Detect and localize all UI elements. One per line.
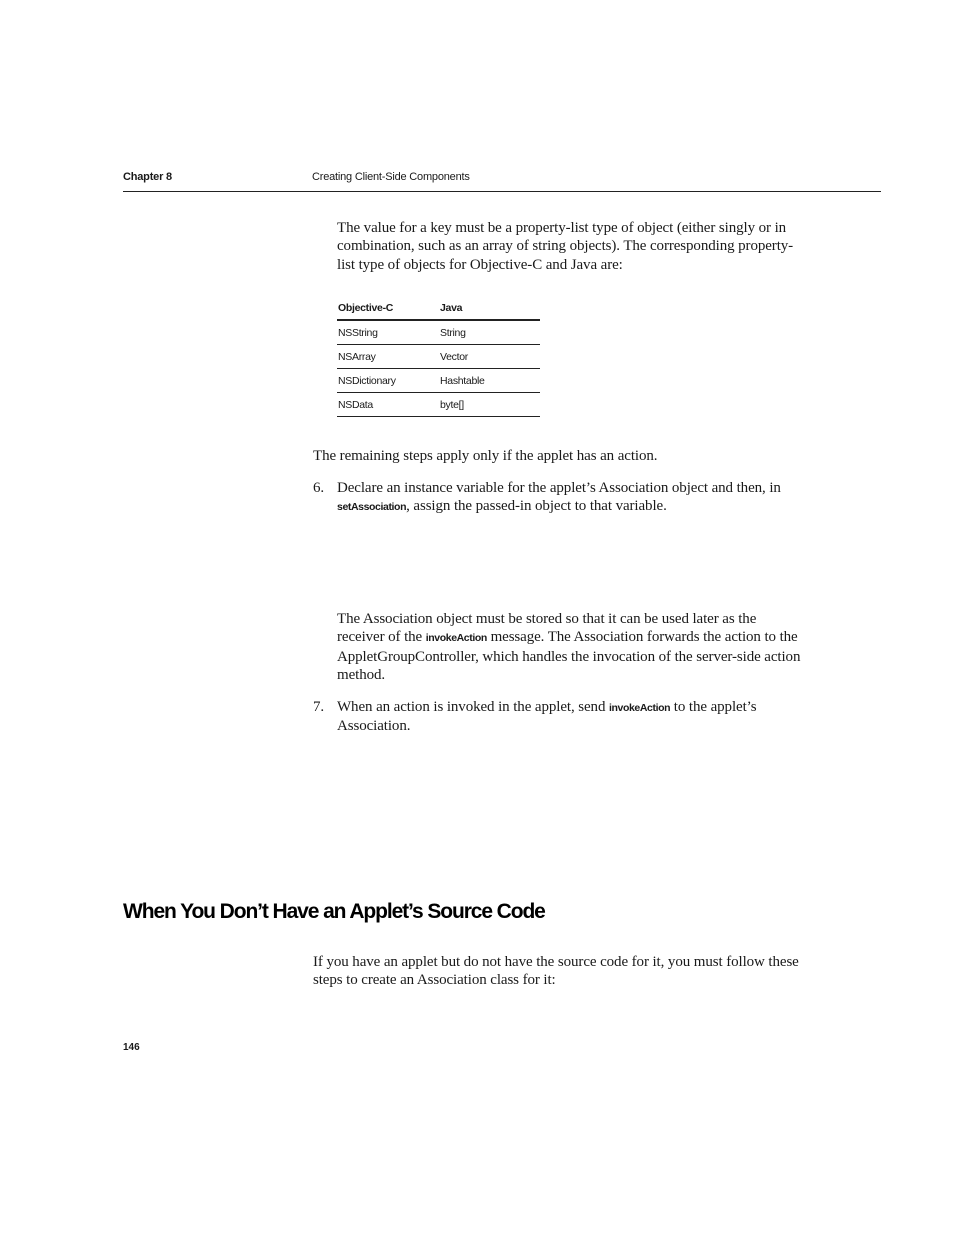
table-cell: Vector xyxy=(439,345,540,369)
chapter-title: Creating Client-Side Components xyxy=(312,171,470,183)
step-number: 7. xyxy=(313,699,325,715)
running-header xyxy=(123,171,881,192)
table-row xyxy=(337,320,540,345)
column-header-java: Java xyxy=(439,296,540,320)
property-list-types-table xyxy=(337,296,540,417)
list-item-step-7 xyxy=(313,698,803,736)
table-cell: String xyxy=(439,320,540,345)
chapter-label: Chapter 8 xyxy=(123,171,172,183)
table-cell: byte[] xyxy=(439,393,540,417)
page-number: 146 xyxy=(123,1042,140,1053)
table-row xyxy=(337,345,540,369)
paragraph-remaining-steps: The remaining steps apply only if the applet has an action. xyxy=(313,448,658,464)
code-invokeaction: invokeAction xyxy=(609,702,671,714)
table-header-row xyxy=(337,296,540,320)
table-cell: Hashtable xyxy=(439,369,540,393)
paragraph-text-before: The Association object must be stored so that it can be used later as the receiver of the xyxy=(337,611,757,646)
paragraph-text-after: message. The Association forwards the action to the AppletGroupController, which handles the invocation of the server-side action method. xyxy=(337,629,801,683)
table-row xyxy=(337,393,540,417)
step-text-after: to the applet’s Association. xyxy=(337,699,757,735)
table-cell: NSArray xyxy=(337,345,439,369)
step-text-before: When an action is invoked in the applet, send xyxy=(337,699,606,715)
paragraph-property-list: The value for a key must be a property-list type of object (either singly or in combination, such as an array of string objects). The corresponding property-list type of objects for Objective-C and Java are: xyxy=(337,220,794,273)
step-text-before: Declare an instance variable for the applet’s Association object and then, in xyxy=(337,480,781,496)
step-text xyxy=(337,698,803,736)
section-heading: When You Don’t Have an Applet’s Source Code xyxy=(123,900,545,923)
paragraph-no-source-code: If you have an applet but do not have the source code for it, you must follow these steps to create an Association class for it: xyxy=(313,954,799,989)
code-setassociation: setAssociation xyxy=(337,501,407,514)
code-invokeaction: invokeAction xyxy=(425,632,487,645)
step-text-after: , assign the passed-in object to that variable. xyxy=(406,498,667,515)
table-cell: NSString xyxy=(337,320,439,345)
table-cell: NSDictionary xyxy=(337,369,439,393)
step-number: 6. xyxy=(313,480,325,496)
column-header-objective-c: Objective-C xyxy=(337,296,439,320)
table-row xyxy=(337,369,540,393)
paragraph-association-stored xyxy=(337,610,807,684)
step-text xyxy=(337,479,803,517)
list-item-step-6 xyxy=(313,479,803,517)
table-cell: NSData xyxy=(337,393,439,417)
